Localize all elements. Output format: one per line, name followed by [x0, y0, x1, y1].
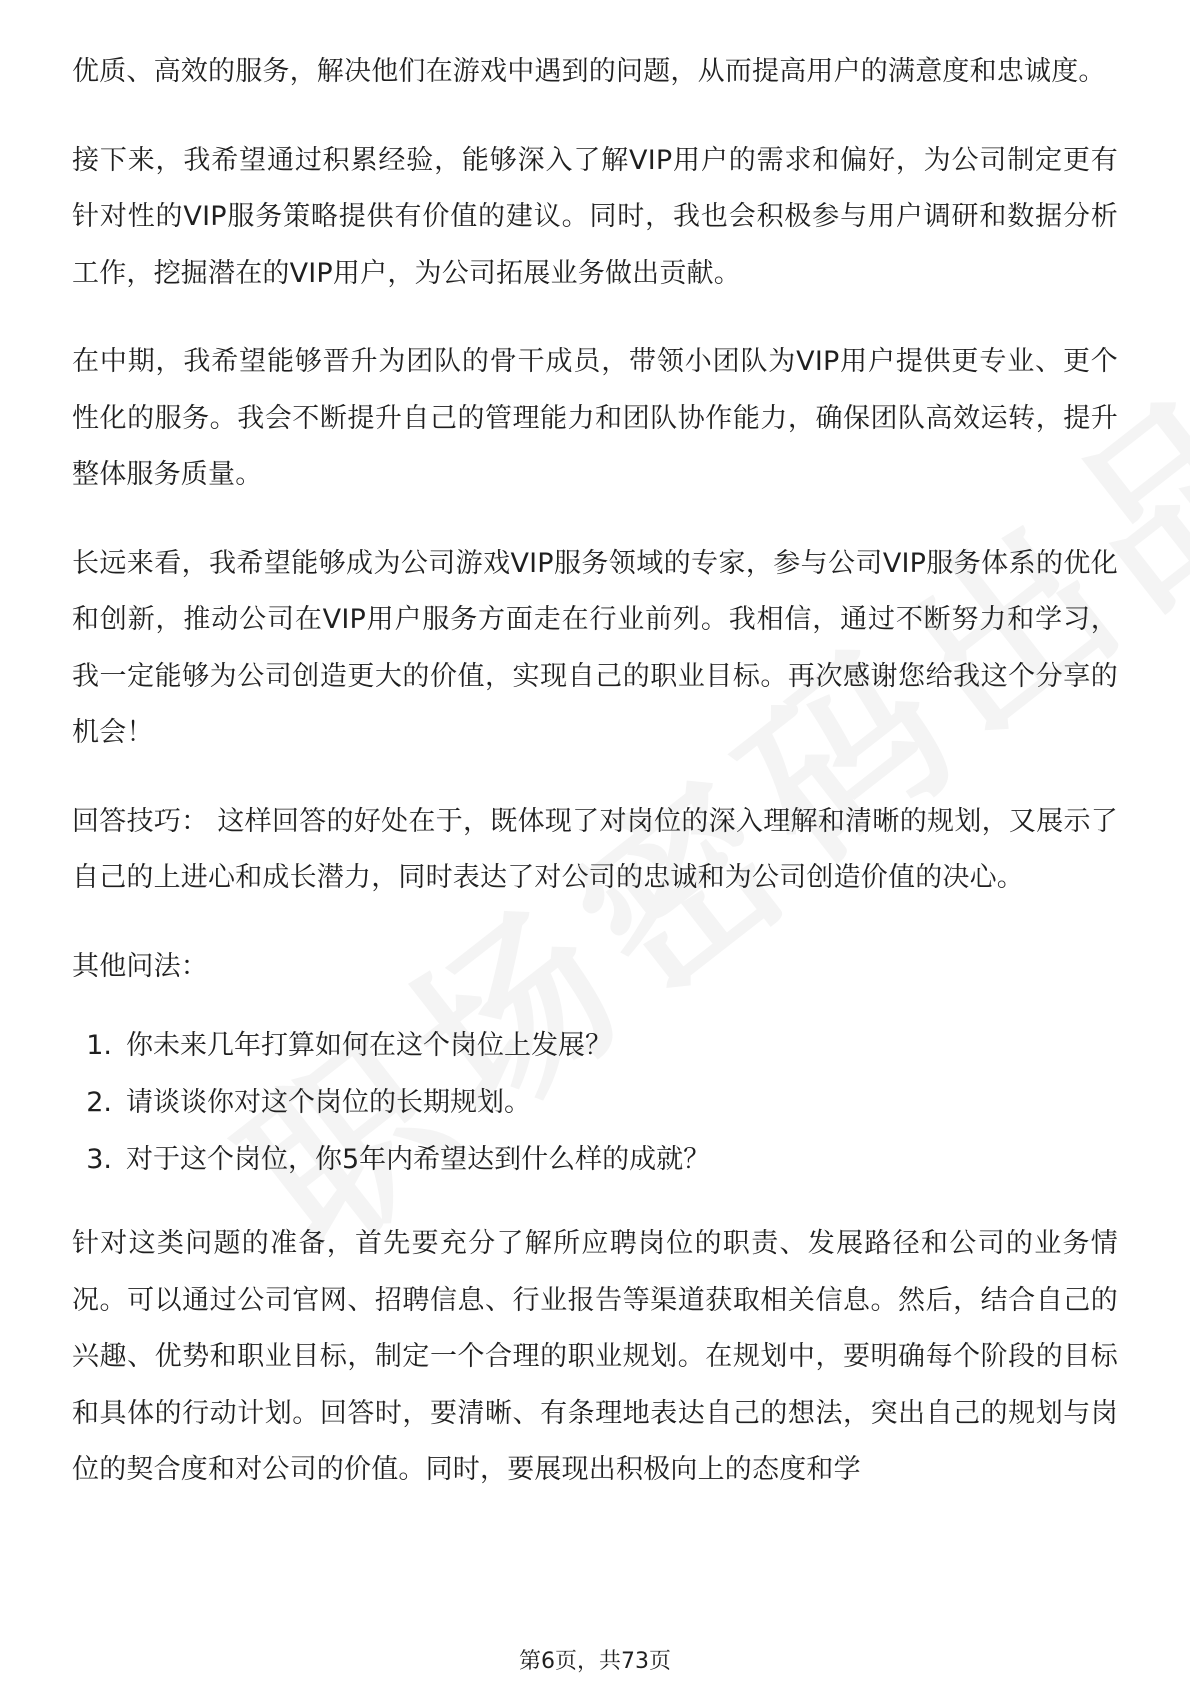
paragraph-preparation: 针对这类问题的准备，首先要充分了解所应聘岗位的职责、发展路径和公司的业务情况。可以通过公司官网、招聘信息、行业报告等渠道获取相关信息。然后，结合自己的兴趣、优势和职业目标，制定一个合理的职业规划。在规划中，要明确每个阶段的目标和具体的行动计划。回答时，要清晰、有条理地表达自己的想法，突出自己的规划与岗位的契合度和对公司的价值。同时，要展现出积极向上的态度和学 [72, 1228, 1118, 1485]
list-item [72, 1017, 1118, 1074]
list-item-text: 请谈谈你对这个岗位的长期规划。 [126, 1087, 531, 1118]
paragraph-service-quality: 优质、高效的服务，解决他们在游戏中遇到的问题，从而提高用户的满意度和忠诚度。 [72, 56, 1106, 87]
document-body [72, 44, 1118, 1531]
paragraph-next-steps: 接下来，我希望通过积累经验，能够深入了解VIP用户的需求和偏好，为公司制定更有针对性的VIP服务策略提供有价值的建议。同时，我也会积极参与用户调研和数据分析工作，挖掘潜在的VIP用户，为公司拓展业务做出贡献。 [72, 144, 1118, 289]
list-item-text: 你未来几年打算如何在这个岗位上发展？ [126, 1030, 612, 1061]
paragraph-long-term: 长远来看，我希望能够成为公司游戏VIP服务领域的专家，参与公司VIP服务体系的优化和创新，推动公司在VIP用户服务方面走在行业前列。我相信，通过不断努力和学习，我一定能够为公司创造更大的价值，实现自己的职业目标。再次感谢您给我这个分享的机会！ [72, 547, 1118, 748]
list-item-number: 1. [86, 1030, 112, 1061]
paragraph-answer-tips: 回答技巧： 这样回答的好处在于，既体现了对岗位的深入理解和清晰的规划，又展示了自己的上进心和成长潜力，同时表达了对公司的忠诚和为公司创造价值的决心。 [72, 805, 1118, 893]
list-item-number: 3. [86, 1144, 112, 1175]
other-questions-list [72, 1017, 1118, 1188]
list-item [72, 1074, 1118, 1131]
list-item-number: 2. [86, 1087, 112, 1118]
list-item [72, 1131, 1118, 1188]
paragraph-mid-term: 在中期，我希望能够晋升为团队的骨干成员，带领小团队为VIP用户提供更专业、更个性化的服务。我会不断提升自己的管理能力和团队协作能力，确保团队高效运转，提升整体服务质量。 [72, 346, 1118, 490]
list-item-text: 对于这个岗位，你5年内希望达到什么样的成就？ [126, 1144, 711, 1175]
page-number-footer: 第6页，共73页 [519, 1649, 671, 1674]
paragraph-other-questions-heading: 其他问法： [72, 950, 208, 982]
